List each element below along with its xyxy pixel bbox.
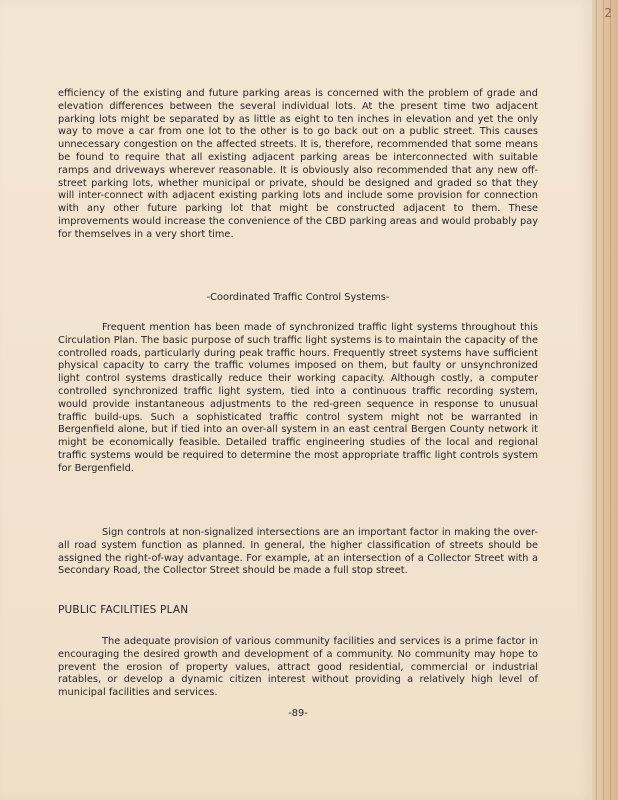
section-heading-traffic-control: -Coordinated Traffic Control Systems-	[206, 292, 390, 303]
paragraph-parking-interconnection: efficiency of the existing and future parking areas is concerned with the problem of grade and elevation differences between the several individual lots. At the present time two adjacent parking lots might be separated by as little as eight to ten inches in elevation and yet the only way to move a car from one lot to the other is to go back out on a public street. This causes unnecessary congestion on the affected streets. It is, therefore, recommended that some means be found to require that all existing adjacent parking areas be interconnected with suitable ramps and driveways wherever reasonable. It is obviously also recommended that any new off-street parking lots, whether municipal or private, should be designed and graded so that they will inter-connect with adjacent existing parking lots and include some provision for connection with any other future parking lot that might be constructed adjacent to them. These improvements would increase the convenience of the CBD parking areas and would probably pay for themselves in a very short time.	[58, 88, 538, 240]
edge-line	[610, 0, 611, 800]
page-edge-stack	[592, 0, 618, 800]
corner-mark: 2	[604, 6, 612, 20]
paragraph-synchronized-lights: Frequent mention has been made of synchronized traffic light systems throughout this Circulation Plan. The basic purpose of such traffic light systems is to maintain the capacity of the controlled roads, particularly during peak traffic hours. Frequently street systems have sufficient physical capacity to carry the traffic volumes imposed on them, but faulty or unsynchronized light control systems drastically reduce their working capacity. Although costly, a computer controlled synchronized traffic light system, tied into a continuous traffic recording system, would provide instantaneous adjustments to the red-green sequence in response to unusual traffic build-ups. Such a sophisticated traffic control system might not be warranted in Bergenfield alone, but if tied into an over-all system in an east central Bergen County network it might be economically feasible. Detailed traffic engineering studies of the local and regional traffic systems would be required to determine the most appropriate traffic light controls system for Bergenfield.	[58, 322, 538, 474]
heading-public-facilities-plan: PUBLIC FACILITIES PLAN	[58, 604, 189, 616]
page-number: -89-	[288, 708, 308, 719]
paragraph-sign-controls: Sign controls at non-signalized intersections are an important factor in making the over-all road system function as planned. In general, the higher classification of streets should be assigned the right-of-way advantage. For example, at an intersection of a Collector Street with a Secondary Road, the Collector Street should be made a full stop street.	[58, 527, 538, 577]
paragraph-public-facilities: The adequate provision of various community facilities and services is a prime factor in encouraging the desired growth and development of a community. No community may hope to prevent the erosion of property values, attract good residential, commercial or industrial ratables, or develop a dynamic citizen interest without providing a relatively high level of municipal facilities and services.	[58, 636, 538, 699]
edge-line	[596, 0, 597, 800]
edge-line	[603, 0, 604, 800]
